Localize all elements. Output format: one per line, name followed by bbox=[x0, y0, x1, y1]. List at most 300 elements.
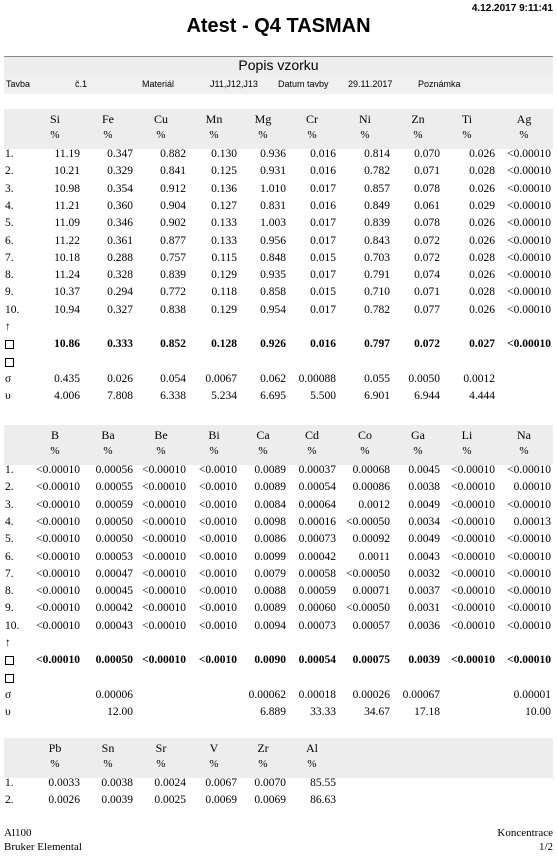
table-cell: 0.129 bbox=[211, 303, 237, 316]
table-cell: 11.09 bbox=[54, 217, 80, 230]
unit-label: % bbox=[209, 129, 219, 141]
table-cell: 0.0070 bbox=[254, 777, 286, 789]
table-cell: 0.328 bbox=[107, 269, 133, 282]
element-header-cd: Cd bbox=[304, 428, 319, 442]
mean-marker-icon bbox=[5, 656, 14, 668]
upsilon-cell: 10.00 bbox=[525, 706, 551, 719]
table-cell: 10.98 bbox=[54, 182, 80, 195]
table-cell: 0.0032 bbox=[408, 567, 440, 580]
table-cell: <0.00010 bbox=[507, 550, 551, 563]
table-cell: <0.00010 bbox=[36, 585, 80, 598]
footer-page: 1/2 bbox=[538, 841, 553, 853]
table-cell: 0.118 bbox=[211, 286, 237, 299]
footer-program: Al100 bbox=[4, 827, 32, 839]
table-cell: 0.00058 bbox=[298, 567, 336, 580]
unit-label: % bbox=[519, 445, 529, 457]
unit-label: % bbox=[258, 758, 268, 770]
table-cell: <0.00010 bbox=[36, 602, 80, 615]
table-cell: 0.0043 bbox=[408, 550, 440, 563]
mean-cell: 10.86 bbox=[54, 338, 80, 351]
upsilon-cell: 5.500 bbox=[310, 390, 336, 403]
upsilon-symbol: υ bbox=[5, 706, 11, 719]
mean-marker-icon bbox=[5, 340, 14, 352]
row-label: 10. bbox=[5, 303, 20, 316]
table-cell: <0.0010 bbox=[198, 515, 237, 528]
unit-label: % bbox=[307, 445, 317, 457]
table-cell: <0.0010 bbox=[198, 498, 237, 511]
table-cell: <0.00010 bbox=[507, 567, 551, 580]
row-label: 4. bbox=[5, 199, 14, 212]
mean-cell: 0.00054 bbox=[298, 654, 336, 667]
table-cell: 0.016 bbox=[310, 165, 336, 178]
table-cell: 0.071 bbox=[414, 286, 440, 299]
table-cell: 0.782 bbox=[364, 165, 390, 178]
table-cell: 0.026 bbox=[469, 303, 495, 316]
table-cell: 1.003 bbox=[260, 217, 286, 230]
table-cell: <0.00010 bbox=[507, 303, 551, 316]
table-cell: <0.00010 bbox=[36, 481, 80, 494]
sigma-symbol: σ bbox=[5, 688, 12, 701]
table-cell: 0.016 bbox=[310, 199, 336, 212]
table-cell: <0.00010 bbox=[507, 234, 551, 247]
sigma-cell: 0.0012 bbox=[463, 372, 495, 385]
table-cell: 0.0067 bbox=[205, 777, 237, 789]
table-cell: <0.0010 bbox=[198, 464, 237, 476]
table-cell: <0.00010 bbox=[142, 550, 186, 563]
table-cell: 0.882 bbox=[160, 148, 186, 160]
table-cell: <0.00010 bbox=[507, 269, 551, 282]
table-cell: 0.361 bbox=[107, 234, 133, 247]
unit-label: % bbox=[103, 129, 113, 141]
unit-label: % bbox=[258, 129, 268, 141]
row-label: 8. bbox=[5, 585, 14, 598]
table-cell: 86.63 bbox=[310, 794, 336, 807]
table-cell: <0.00010 bbox=[36, 515, 80, 528]
upsilon-cell: 6.338 bbox=[160, 390, 186, 403]
table-cell: <0.00010 bbox=[507, 464, 551, 476]
unit-label: % bbox=[413, 445, 423, 457]
table-cell: 0.782 bbox=[364, 303, 390, 316]
table-cell: 0.026 bbox=[469, 217, 495, 230]
datum-label: Datum tavby bbox=[278, 79, 329, 89]
unit-label: % bbox=[519, 129, 529, 141]
mean-cell: 0.016 bbox=[310, 338, 336, 351]
table-cell: 0.026 bbox=[469, 182, 495, 195]
element-header-v: V bbox=[209, 741, 219, 755]
table-cell: 0.017 bbox=[310, 269, 336, 282]
table-cell: 0.954 bbox=[260, 303, 286, 316]
table-cell: <0.00010 bbox=[507, 182, 551, 195]
table-cell: 10.21 bbox=[54, 165, 80, 178]
element-header-zn: Zn bbox=[411, 112, 425, 126]
table-cell: 10.94 bbox=[54, 303, 80, 316]
table-cell: 0.0037 bbox=[408, 585, 440, 598]
table-cell: <0.00050 bbox=[346, 515, 390, 528]
table-cell: 0.077 bbox=[414, 303, 440, 316]
mean-cell: <0.00010 bbox=[451, 654, 495, 667]
table-cell: 0.838 bbox=[160, 303, 186, 316]
section-title: Popis vzorku bbox=[238, 57, 319, 73]
table-cell: 0.354 bbox=[107, 182, 133, 195]
table-cell: 0.0031 bbox=[408, 602, 440, 615]
table-cell: 0.00050 bbox=[95, 515, 133, 528]
table-cell: 0.00042 bbox=[95, 602, 133, 615]
unit-label: % bbox=[209, 445, 219, 457]
upsilon-cell: 34.67 bbox=[364, 706, 390, 719]
table-cell: <0.00010 bbox=[451, 550, 495, 563]
table-cell: <0.00010 bbox=[507, 602, 551, 615]
element-header-ca: Ca bbox=[256, 428, 270, 442]
mean-cell: 0.926 bbox=[260, 338, 286, 351]
table-cell: 0.0099 bbox=[254, 550, 286, 563]
element-header-ag: Ag bbox=[516, 112, 532, 126]
sigma-cell: 0.00088 bbox=[298, 372, 336, 385]
table-cell: <0.0010 bbox=[198, 550, 237, 563]
sigma-cell: 0.00006 bbox=[95, 688, 133, 701]
table-cell: 0.026 bbox=[469, 148, 495, 160]
table-cell: 0.0036 bbox=[408, 619, 440, 632]
table-cell: 0.00064 bbox=[298, 498, 336, 511]
mean-cell: 0.797 bbox=[364, 338, 390, 351]
sigma-cell: 0.00062 bbox=[248, 688, 286, 701]
sigma-cell: 0.054 bbox=[160, 372, 186, 385]
table-cell: 0.877 bbox=[160, 234, 186, 247]
sigma-symbol: σ bbox=[5, 372, 12, 385]
element-header-sn: Sn bbox=[101, 741, 115, 755]
table-cell: 0.327 bbox=[107, 303, 133, 316]
table-cell: 0.0045 bbox=[408, 464, 440, 476]
table-cell: 85.55 bbox=[310, 777, 336, 789]
element-header-na: Na bbox=[517, 428, 531, 442]
table-cell: <0.00010 bbox=[507, 199, 551, 212]
row-label: 8. bbox=[5, 269, 14, 282]
element-header-mg: Mg bbox=[254, 112, 272, 126]
table-cell: 0.072 bbox=[414, 251, 440, 264]
table-cell: 0.115 bbox=[211, 251, 237, 264]
table-cell: 0.0089 bbox=[254, 602, 286, 615]
table-cell: <0.00010 bbox=[142, 567, 186, 580]
table-cell: 0.0088 bbox=[254, 585, 286, 598]
table-cell: <0.00010 bbox=[36, 619, 80, 632]
mean-cell: <0.0010 bbox=[198, 654, 237, 667]
table-cell: 0.017 bbox=[310, 234, 336, 247]
unit-label: % bbox=[156, 758, 166, 770]
table-cell: <0.0010 bbox=[198, 567, 237, 580]
table-cell: <0.00010 bbox=[142, 498, 186, 511]
table-cell: 0.346 bbox=[107, 217, 133, 230]
element-header-zr: Zr bbox=[257, 741, 269, 755]
table-cell: <0.00010 bbox=[451, 585, 495, 598]
table-cell: 0.831 bbox=[260, 199, 286, 212]
table-cell: <0.00010 bbox=[507, 217, 551, 230]
mean-cell: 0.00075 bbox=[352, 654, 390, 667]
table-cell: <0.00010 bbox=[36, 464, 80, 476]
unit-label: % bbox=[462, 129, 472, 141]
upsilon-cell: 33.33 bbox=[310, 706, 336, 719]
table-cell: 0.00037 bbox=[298, 464, 336, 476]
table-cell: <0.00010 bbox=[142, 585, 186, 598]
element-header-ti: Ti bbox=[461, 112, 473, 126]
table-cell: 0.912 bbox=[160, 182, 186, 195]
sigma-cell: 0.055 bbox=[364, 372, 390, 385]
row-label: 2. bbox=[5, 481, 14, 494]
table-cell: 0.00010 bbox=[513, 481, 551, 494]
sigma-cell: 0.00026 bbox=[352, 688, 390, 701]
mean-cell: 0.072 bbox=[414, 338, 440, 351]
square-icon bbox=[5, 656, 14, 665]
table-cell: 0.0038 bbox=[101, 777, 133, 789]
table-cell: <0.00010 bbox=[507, 251, 551, 264]
unit-label: % bbox=[50, 445, 60, 457]
row-label: 5. bbox=[5, 533, 14, 546]
table-cell: <0.0010 bbox=[198, 619, 237, 632]
element-header-ga: Ga bbox=[411, 428, 425, 442]
table-cell: <0.00050 bbox=[346, 567, 390, 580]
table-cell: <0.00010 bbox=[507, 619, 551, 632]
table-cell: 0.061 bbox=[414, 199, 440, 212]
row-label: 7. bbox=[5, 251, 14, 264]
footer-company: Bruker Elemental bbox=[4, 841, 82, 853]
table-cell: 0.00053 bbox=[95, 550, 133, 563]
table-cell: 0.125 bbox=[211, 165, 237, 178]
table-cell: <0.00010 bbox=[451, 567, 495, 580]
element-header-ba: Ba bbox=[101, 428, 115, 442]
element-header-be: Be bbox=[154, 428, 168, 442]
datum-value: 29.11.2017 bbox=[348, 79, 393, 89]
upsilon-symbol: υ bbox=[5, 390, 11, 403]
tavba-value: č.1 bbox=[75, 79, 88, 89]
table-cell: 0.078 bbox=[414, 217, 440, 230]
row-label: 3. bbox=[5, 182, 14, 195]
table-cell: 0.956 bbox=[260, 234, 286, 247]
table-cell: 0.288 bbox=[107, 251, 133, 264]
element-header-ni: Ni bbox=[359, 112, 371, 126]
table-cell: 0.710 bbox=[364, 286, 390, 299]
table-cell: 0.017 bbox=[310, 303, 336, 316]
material-value: J11,J12,J13 bbox=[210, 79, 258, 89]
table-cell: <0.00010 bbox=[142, 481, 186, 494]
mean-cell: 0.0090 bbox=[254, 654, 286, 667]
table-cell: 0.133 bbox=[211, 234, 237, 247]
sigma-cell: 0.0067 bbox=[205, 372, 237, 385]
poznamka-label: Poznámka bbox=[418, 79, 461, 89]
table-cell: 0.0086 bbox=[254, 533, 286, 546]
table-cell: 0.00059 bbox=[95, 498, 133, 511]
table-cell: 11.21 bbox=[54, 199, 80, 212]
table-cell: 0.839 bbox=[364, 217, 390, 230]
mean-cell: 0.00050 bbox=[95, 654, 133, 667]
timestamp: 4.12.2017 9:11:41 bbox=[471, 3, 553, 14]
table-cell: 0.0033 bbox=[48, 777, 80, 789]
table-cell: 11.22 bbox=[54, 234, 80, 247]
table-cell: 0.00050 bbox=[95, 533, 133, 546]
table-cell: 0.0025 bbox=[154, 794, 186, 807]
unit-label: % bbox=[50, 758, 60, 770]
table-cell: 0.129 bbox=[211, 269, 237, 282]
table-cell: 0.841 bbox=[160, 165, 186, 178]
table-cell: 0.0098 bbox=[254, 515, 286, 528]
upsilon-cell: 6.695 bbox=[260, 390, 286, 403]
unit-label: % bbox=[462, 445, 472, 457]
table-cell: 11.24 bbox=[54, 269, 80, 282]
table-cell: <0.0010 bbox=[198, 585, 237, 598]
mean-cell: 0.128 bbox=[211, 338, 237, 351]
table-cell: 0.931 bbox=[260, 165, 286, 178]
table-cell: 0.0089 bbox=[254, 481, 286, 494]
table-cell: <0.00010 bbox=[451, 619, 495, 632]
unit-label: % bbox=[360, 129, 370, 141]
upsilon-cell: 7.808 bbox=[107, 390, 133, 403]
table-cell: 0.839 bbox=[160, 269, 186, 282]
table-cell: 0.00013 bbox=[513, 515, 551, 528]
table-cell: 0.00073 bbox=[298, 533, 336, 546]
upsilon-cell: 6.944 bbox=[414, 390, 440, 403]
sigma-cell: 0.062 bbox=[260, 372, 286, 385]
unit-label: % bbox=[103, 445, 113, 457]
table-cell: 0.0084 bbox=[254, 498, 286, 511]
row-label: 1. bbox=[5, 464, 14, 476]
table-cell: <0.00010 bbox=[142, 515, 186, 528]
element-header-cu: Cu bbox=[153, 112, 168, 126]
table-cell: 0.0079 bbox=[254, 567, 286, 580]
table-cell: 0.0094 bbox=[254, 619, 286, 632]
report-title: Atest - Q4 TASMAN bbox=[186, 15, 371, 37]
mean-cell: 0.0039 bbox=[408, 654, 440, 667]
table-cell: 0.294 bbox=[107, 286, 133, 299]
material-label: Materiál bbox=[142, 79, 175, 89]
table-cell: 0.00056 bbox=[95, 464, 133, 476]
table-cell: <0.00010 bbox=[142, 619, 186, 632]
row-label: 3. bbox=[5, 498, 14, 511]
table-cell: 0.015 bbox=[310, 286, 336, 299]
row-label: 5. bbox=[5, 217, 14, 230]
table-cell: 0.017 bbox=[310, 217, 336, 230]
table-cell: 0.936 bbox=[260, 148, 286, 160]
element-header-co: Co bbox=[357, 428, 372, 442]
table-cell: 0.0039 bbox=[101, 794, 133, 807]
arrow-symbol: ↑ bbox=[5, 637, 11, 649]
table-cell: 0.00060 bbox=[298, 602, 336, 615]
table-cell: 0.078 bbox=[414, 182, 440, 195]
table-cell: <0.00010 bbox=[451, 481, 495, 494]
table-cell: 0.904 bbox=[160, 199, 186, 212]
table-cell: 0.070 bbox=[414, 148, 440, 160]
table-cell: 0.902 bbox=[160, 217, 186, 230]
table-cell: 0.074 bbox=[414, 269, 440, 282]
table-cell: 0.843 bbox=[364, 234, 390, 247]
mean-cell: <0.00010 bbox=[507, 654, 551, 667]
table-cell: 0.00042 bbox=[298, 550, 336, 563]
table-cell: 0.136 bbox=[211, 182, 237, 195]
upsilon-cell: 17.18 bbox=[414, 706, 440, 719]
table-cell: 0.026 bbox=[469, 269, 495, 282]
element-header-mn: Mn bbox=[205, 112, 223, 126]
square-outline-icon bbox=[5, 674, 14, 683]
table-cell: <0.00010 bbox=[142, 464, 186, 476]
table-cell: 0.071 bbox=[414, 165, 440, 178]
element-header-pb: Pb bbox=[48, 741, 62, 755]
sigma-cell: 0.026 bbox=[107, 372, 133, 385]
table-cell: 0.0089 bbox=[254, 464, 286, 476]
unit-label: % bbox=[307, 129, 317, 141]
row-label: 6. bbox=[5, 550, 14, 563]
table-cell: 0.015 bbox=[310, 251, 336, 264]
row-label: 9. bbox=[5, 286, 14, 299]
table-cell: 0.347 bbox=[107, 148, 133, 160]
table-cell: <0.00010 bbox=[142, 533, 186, 546]
table-cell: <0.00010 bbox=[36, 567, 80, 580]
element-header-al: Al bbox=[306, 741, 318, 755]
table-cell: 0.00068 bbox=[352, 464, 390, 476]
table-cell: <0.00010 bbox=[451, 515, 495, 528]
unit-label: % bbox=[307, 758, 317, 770]
upsilon-cell: 4.006 bbox=[54, 390, 80, 403]
arrow-symbol: ↑ bbox=[5, 321, 11, 333]
table-cell: 0.00043 bbox=[95, 619, 133, 632]
table-cell: 1.010 bbox=[260, 182, 286, 195]
element-header-si: Si bbox=[49, 112, 60, 126]
table-cell: <0.00010 bbox=[451, 533, 495, 546]
table-cell: 0.028 bbox=[469, 165, 495, 178]
table-cell: 0.00059 bbox=[298, 585, 336, 598]
table-cell: 0.072 bbox=[414, 234, 440, 247]
table-cell: <0.0010 bbox=[198, 602, 237, 615]
row-label: 10. bbox=[5, 619, 20, 632]
table-cell: 0.00054 bbox=[298, 481, 336, 494]
table-cell: <0.00050 bbox=[346, 602, 390, 615]
table-cell: 0.028 bbox=[469, 286, 495, 299]
unit-label: % bbox=[50, 129, 60, 141]
table-cell: 10.37 bbox=[54, 286, 80, 299]
table-cell: <0.00010 bbox=[451, 498, 495, 511]
table-cell: 0.0012 bbox=[358, 498, 390, 511]
table-cell: 0.00086 bbox=[352, 481, 390, 494]
table-cell: 0.772 bbox=[160, 286, 186, 299]
table-cell: 0.0026 bbox=[48, 794, 80, 807]
table-cell: 0.0049 bbox=[408, 533, 440, 546]
table-cell: 0.029 bbox=[469, 199, 495, 212]
table-cell: 0.703 bbox=[364, 251, 390, 264]
table-cell: 0.849 bbox=[364, 199, 390, 212]
row-label: 6. bbox=[5, 234, 14, 247]
table-cell: <0.00010 bbox=[507, 585, 551, 598]
element-header-cr: Cr bbox=[306, 112, 318, 126]
table-cell: 0.00055 bbox=[95, 481, 133, 494]
upsilon-cell: 6.901 bbox=[364, 390, 390, 403]
table-cell: 0.026 bbox=[469, 234, 495, 247]
table-cell: <0.0010 bbox=[198, 533, 237, 546]
row-label: 4. bbox=[5, 515, 14, 528]
sigma-cell: 0.435 bbox=[54, 372, 80, 385]
table-cell: 0.814 bbox=[364, 148, 390, 160]
table-cell: 0.360 bbox=[107, 199, 133, 212]
table-cell: <0.00010 bbox=[507, 148, 551, 160]
row-label: 1. bbox=[5, 148, 14, 160]
table-cell: 0.0069 bbox=[254, 794, 286, 807]
table-cell: <0.00010 bbox=[451, 602, 495, 615]
row-label: 1. bbox=[5, 777, 14, 789]
table-cell: 0.0038 bbox=[408, 481, 440, 494]
row-label: 9. bbox=[5, 602, 14, 615]
table-cell: 0.0011 bbox=[358, 550, 390, 563]
table-cell: 0.016 bbox=[310, 148, 336, 160]
table-cell: 0.757 bbox=[160, 251, 186, 264]
tavba-label: Tavba bbox=[6, 79, 31, 89]
table-cell: <0.00010 bbox=[451, 464, 495, 476]
sigma-cell: 0.00018 bbox=[298, 688, 336, 701]
table-cell: 0.00016 bbox=[298, 515, 336, 528]
table-cell: 0.00045 bbox=[95, 585, 133, 598]
